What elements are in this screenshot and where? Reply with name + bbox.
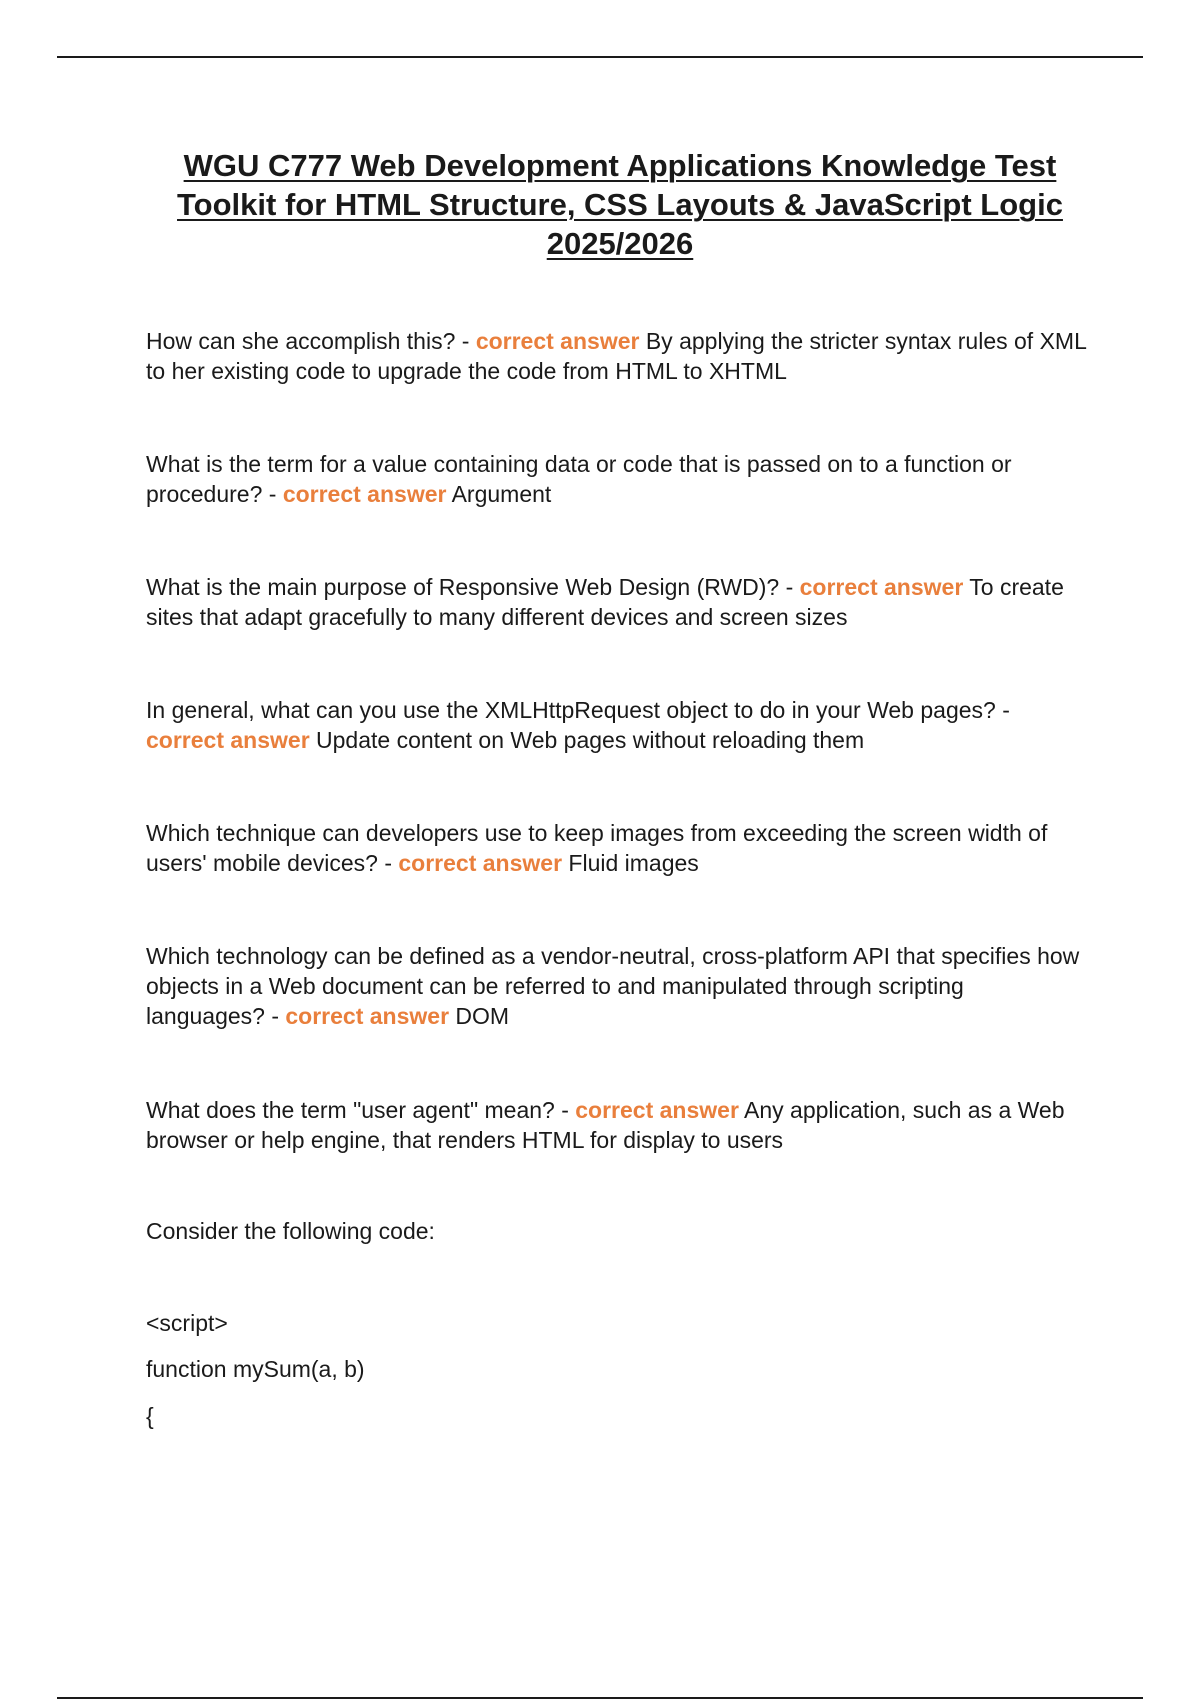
answer-text: DOM — [449, 1003, 510, 1029]
qa-item-3 — [146, 572, 1086, 632]
answer-label: correct answer — [799, 574, 964, 600]
qa-item-4 — [146, 695, 1086, 755]
code-line: function mySum(a, b) — [146, 1356, 365, 1382]
answer-text: Update content on Web pages without reloading them — [309, 727, 865, 753]
question-text: How can she accomplish this? - — [146, 328, 476, 354]
qa-item-2 — [146, 449, 1086, 509]
question-text: Which technology can be defined as a vendor-neutral, cross-platform API that specifies how objects in a Web document can be referred to and manipulated through scripting languages? - — [146, 943, 1080, 1029]
answer-text: By applying the stricter syntax rules of XML to her existing code to upgrade the code from HTML to XHTML — [146, 328, 1087, 384]
question-text: What does the term "user agent" mean? - — [146, 1097, 576, 1123]
document-title: WGU C777 Web Development Applications Knowledge Test Toolkit for HTML Structure, CSS Layouts & JavaScript Logic 2025/2026 — [177, 148, 1063, 261]
answer-label: correct answer — [575, 1097, 739, 1123]
answer-label: correct answer — [285, 1003, 450, 1029]
qa-item-1 — [146, 326, 1086, 386]
answer-label: correct answer — [282, 481, 447, 507]
question-text: What is the term for a value containing data or code that is passed on to a function or procedure? - — [146, 451, 1012, 507]
question-text: What is the main purpose of Responsive Web Design (RWD)? - — [146, 574, 800, 600]
top-rule — [57, 56, 1143, 58]
answer-text: Fluid images — [562, 850, 699, 876]
answer-label: correct answer — [146, 727, 310, 753]
qa-item-7 — [146, 1095, 1086, 1155]
qa-item-5 — [146, 818, 1086, 878]
answer-label: correct answer — [475, 328, 640, 354]
code-line: { — [146, 1403, 154, 1429]
qa-item-6 — [146, 941, 1086, 1031]
answer-text: To create sites that adapt gracefully to many different devices and screen sizes — [146, 574, 1064, 630]
bottom-rule — [57, 1697, 1143, 1699]
answer-text: Argument — [446, 481, 552, 507]
code-line: <script> — [146, 1310, 228, 1336]
code-intro: Consider the following code: — [146, 1218, 435, 1244]
answer-text: Any application, such as a Web browser or help engine, that renders HTML for display to users — [146, 1097, 1065, 1153]
answer-label: correct answer — [398, 850, 563, 876]
question-text: Which technique can developers use to keep images from exceeding the screen width of users' mobile devices? - — [146, 820, 1048, 876]
question-text: In general, what can you use the XMLHttpRequest object to do in your Web pages? - — [146, 697, 1010, 723]
